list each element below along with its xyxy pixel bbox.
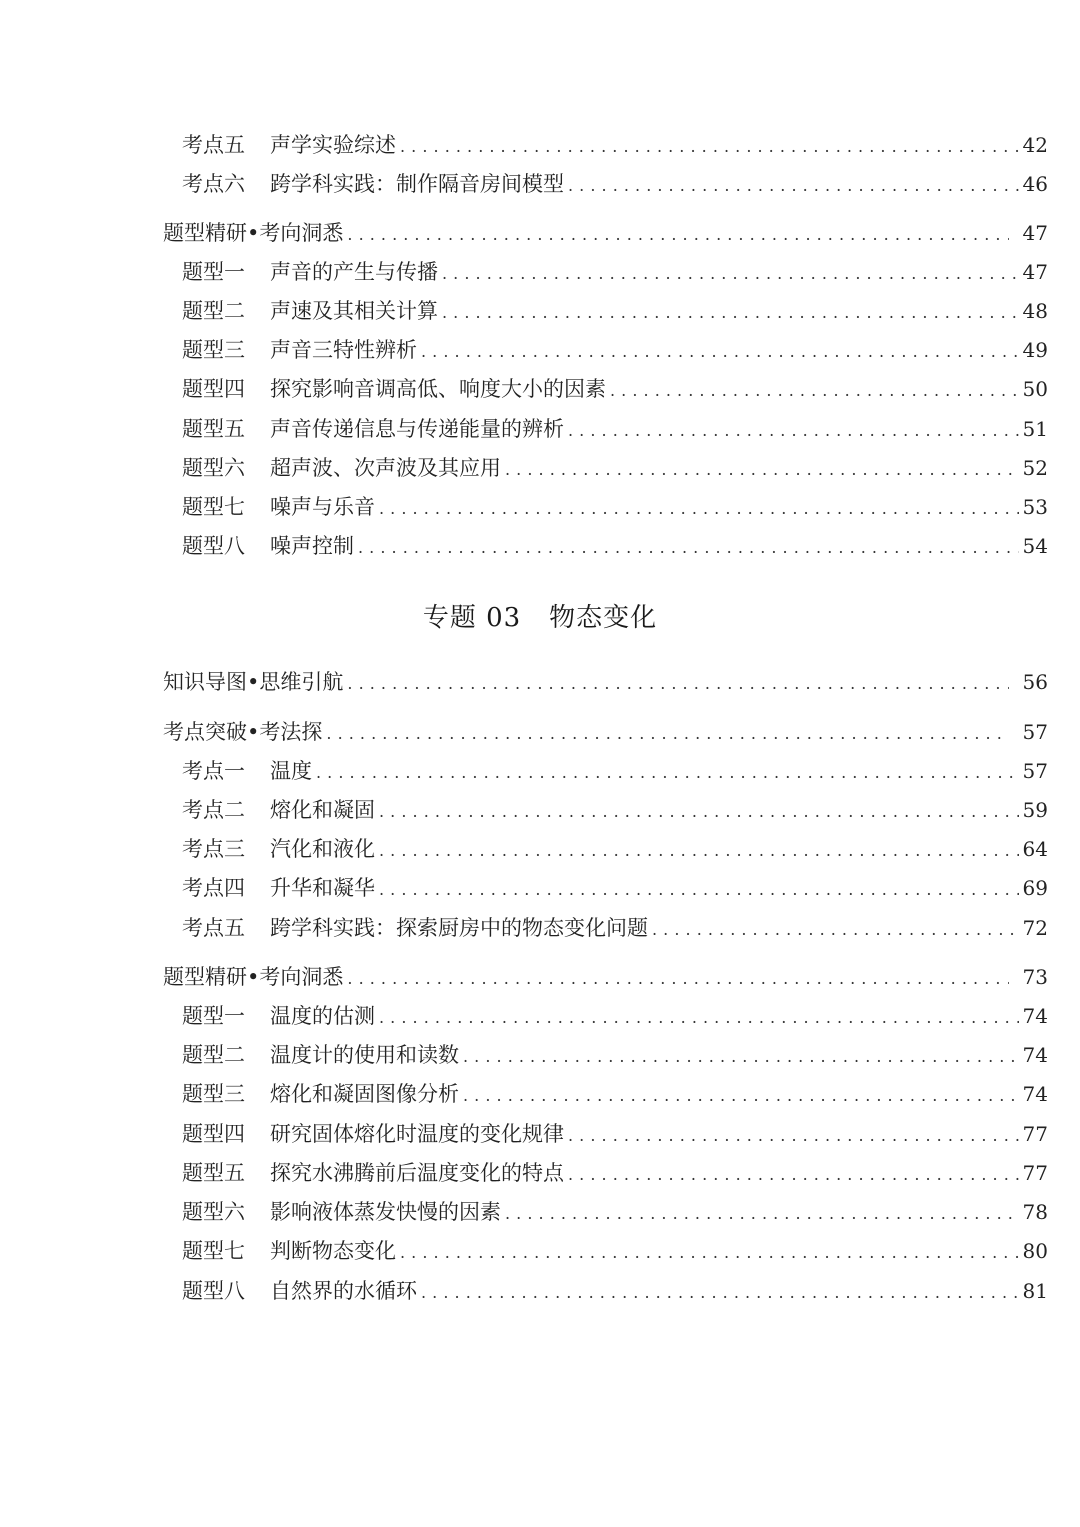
toc-entry-title: 判断物态变化	[270, 1239, 396, 1263]
toc-entry[interactable]	[182, 450, 1048, 486]
toc-entry-title: 声音传递信息与传递能量的辨析	[270, 417, 564, 441]
toc-entry-label: 题型四	[182, 1122, 245, 1146]
toc-entry-page: 73	[1022, 965, 1048, 989]
toc-entry-label: 题型五	[182, 417, 245, 441]
toc-entry-label: 考点五	[182, 916, 245, 940]
dot-leader	[347, 961, 1008, 997]
toc-section-label: 题型精研•	[163, 965, 260, 989]
toc-entry[interactable]	[182, 792, 1048, 828]
toc-entry[interactable]	[182, 1233, 1048, 1269]
toc-entry-title: 温度的估测	[270, 1004, 375, 1028]
toc-entry-page: 53	[1022, 495, 1048, 519]
toc-entry-label: 题型四	[182, 377, 245, 401]
dot-leader	[326, 716, 1008, 752]
toc-entry[interactable]	[182, 753, 1048, 789]
toc-entry[interactable]	[182, 1076, 1048, 1112]
toc-entry-page: 77	[1022, 1122, 1048, 1146]
toc-entry-label: 题型三	[182, 1082, 245, 1106]
toc-section-title: 思维引航	[259, 670, 344, 694]
toc-entry-label: 考点五	[182, 133, 245, 157]
dot-leader	[568, 1157, 1019, 1193]
chapter-heading	[0, 596, 1080, 640]
toc-section-label: 考点突破•	[163, 720, 260, 744]
toc-section-label: 题型精研•	[163, 221, 260, 245]
toc-entry-title: 跨学科实践：制作隔音房间模型	[270, 172, 564, 196]
dot-leader	[568, 1118, 1019, 1154]
toc-entry-page: 57	[1022, 759, 1048, 783]
dot-leader	[379, 872, 1019, 908]
dot-leader	[358, 530, 1019, 566]
toc-entry-page: 74	[1022, 1082, 1048, 1106]
chapter-number: 专题 03	[422, 603, 522, 633]
toc-entry[interactable]	[182, 254, 1048, 290]
toc-entry-page: 69	[1022, 876, 1048, 900]
toc-entry-page: 59	[1022, 798, 1048, 822]
toc-entry-title: 声学实验综述	[270, 133, 396, 157]
dot-leader	[652, 912, 1019, 948]
toc-entry[interactable]	[182, 1037, 1048, 1073]
toc-entry-label: 题型二	[182, 299, 245, 323]
toc-entry-page: 77	[1022, 1161, 1048, 1185]
toc-entry-label: 考点三	[182, 837, 245, 861]
toc-entry-label: 题型六	[182, 1200, 245, 1224]
toc-entry-label: 题型二	[182, 1043, 245, 1067]
toc-entry[interactable]	[182, 1194, 1048, 1230]
toc-section-label: 知识导图•	[163, 670, 260, 694]
dot-leader	[463, 1078, 1019, 1114]
dot-leader	[505, 1196, 1019, 1232]
toc-section-title: 考向洞悉	[259, 965, 344, 989]
toc-entry-page: 56	[1022, 670, 1048, 694]
toc-section-title: 考法探	[259, 720, 323, 744]
toc-entry[interactable]	[182, 489, 1048, 525]
toc-entry-title: 研究固体熔化时温度的变化规律	[270, 1122, 564, 1146]
toc-entry[interactable]	[182, 411, 1048, 447]
toc-entry-label: 考点二	[182, 798, 245, 822]
toc-entry[interactable]	[182, 293, 1048, 329]
toc-entry-label: 考点一	[182, 759, 245, 783]
toc-entry-page: 42	[1022, 133, 1048, 157]
dot-leader	[316, 755, 1019, 791]
dot-leader	[505, 452, 1019, 488]
toc-entry-label: 题型五	[182, 1161, 245, 1185]
dot-leader	[421, 1275, 1019, 1311]
toc-entry-page: 72	[1022, 916, 1048, 940]
toc-entry[interactable]	[182, 528, 1048, 564]
toc-entry-page: 80	[1022, 1239, 1048, 1263]
toc-entry-label: 题型三	[182, 338, 245, 362]
toc-entry[interactable]	[182, 1116, 1048, 1152]
dot-leader	[379, 1000, 1019, 1036]
dot-leader	[421, 334, 1019, 370]
dot-leader	[442, 295, 1019, 331]
toc-entry-page: 52	[1022, 456, 1048, 480]
toc-entry-page: 78	[1022, 1200, 1048, 1224]
toc-section-entry[interactable]	[163, 215, 1048, 251]
toc-section-entry[interactable]	[163, 959, 1048, 995]
toc-entry-title: 声音的产生与传播	[270, 260, 438, 284]
toc-entry[interactable]	[182, 127, 1048, 163]
toc-entry-title: 温度计的使用和读数	[270, 1043, 459, 1067]
toc-entry[interactable]	[182, 371, 1048, 407]
toc-entry-page: 74	[1022, 1004, 1048, 1028]
toc-entry-title: 噪声控制	[270, 534, 354, 558]
toc-entry-label: 题型八	[182, 534, 245, 558]
toc-entry[interactable]	[182, 910, 1048, 946]
dot-leader	[400, 1235, 1019, 1271]
dot-leader	[463, 1039, 1019, 1075]
toc-entry-page: 54	[1022, 534, 1048, 558]
toc-entry-label: 题型八	[182, 1279, 245, 1303]
toc-section-entry[interactable]	[163, 714, 1048, 750]
toc-entry-label: 考点六	[182, 172, 245, 196]
dot-leader	[347, 666, 1008, 702]
toc-entry[interactable]	[182, 166, 1048, 202]
toc-entry-label: 题型一	[182, 1004, 245, 1028]
toc-entry-title: 汽化和液化	[270, 837, 375, 861]
toc-entry-page: 46	[1022, 172, 1048, 196]
toc-entry-page: 57	[1022, 720, 1048, 744]
toc-entry-title: 声速及其相关计算	[270, 299, 438, 323]
dot-leader	[379, 491, 1019, 527]
toc-entry[interactable]	[182, 831, 1048, 867]
toc-entry-label: 考点四	[182, 876, 245, 900]
chapter-title: 物态变化	[549, 603, 658, 633]
toc-entry-title: 噪声与乐音	[270, 495, 375, 519]
dot-leader	[379, 794, 1019, 830]
dot-leader	[568, 413, 1019, 449]
toc-entry-label: 题型一	[182, 260, 245, 284]
toc-entry-label: 题型六	[182, 456, 245, 480]
dot-leader	[610, 373, 1019, 409]
toc-entry[interactable]	[182, 332, 1048, 368]
toc-entry-label: 题型七	[182, 1239, 245, 1263]
toc-entry-title: 超声波、次声波及其应用	[270, 456, 501, 480]
toc-entry-title: 熔化和凝固	[270, 798, 375, 822]
toc-entry-page: 47	[1022, 260, 1048, 284]
toc-entry-page: 74	[1022, 1043, 1048, 1067]
toc-entry-title: 声音三特性辨析	[270, 338, 417, 362]
toc-entry-title: 跨学科实践：探索厨房中的物态变化问题	[270, 916, 648, 940]
toc-entry[interactable]	[182, 1155, 1048, 1191]
toc-entry-title: 自然界的水循环	[270, 1279, 417, 1303]
toc-entry-title: 升华和凝华	[270, 876, 375, 900]
toc-entry-page: 49	[1022, 338, 1048, 362]
toc-entry-label: 题型七	[182, 495, 245, 519]
toc-entry[interactable]	[182, 998, 1048, 1034]
dot-leader	[400, 129, 1019, 165]
toc-entry-title: 影响液体蒸发快慢的因素	[270, 1200, 501, 1224]
toc-entry-page: 50	[1022, 377, 1048, 401]
toc-entry-page: 48	[1022, 299, 1048, 323]
dot-leader	[568, 168, 1019, 204]
dot-leader	[442, 256, 1019, 292]
toc-entry[interactable]	[182, 1273, 1048, 1309]
dot-leader	[347, 217, 1008, 253]
dot-leader	[379, 833, 1019, 869]
toc-entry-title: 温度	[270, 759, 312, 783]
toc-entry-title: 探究水沸腾前后温度变化的特点	[270, 1161, 564, 1185]
toc-entry-page: 81	[1022, 1279, 1048, 1303]
toc-entry-title: 探究影响音调高低、响度大小的因素	[270, 377, 606, 401]
toc-section-title: 考向洞悉	[259, 221, 344, 245]
toc-section-entry[interactable]	[163, 664, 1048, 700]
toc-entry-page: 47	[1022, 221, 1048, 245]
toc-entry-title: 熔化和凝固图像分析	[270, 1082, 459, 1106]
toc-entry[interactable]	[182, 870, 1048, 906]
toc-entry-page: 64	[1022, 837, 1048, 861]
toc-entry-page: 51	[1022, 417, 1048, 441]
